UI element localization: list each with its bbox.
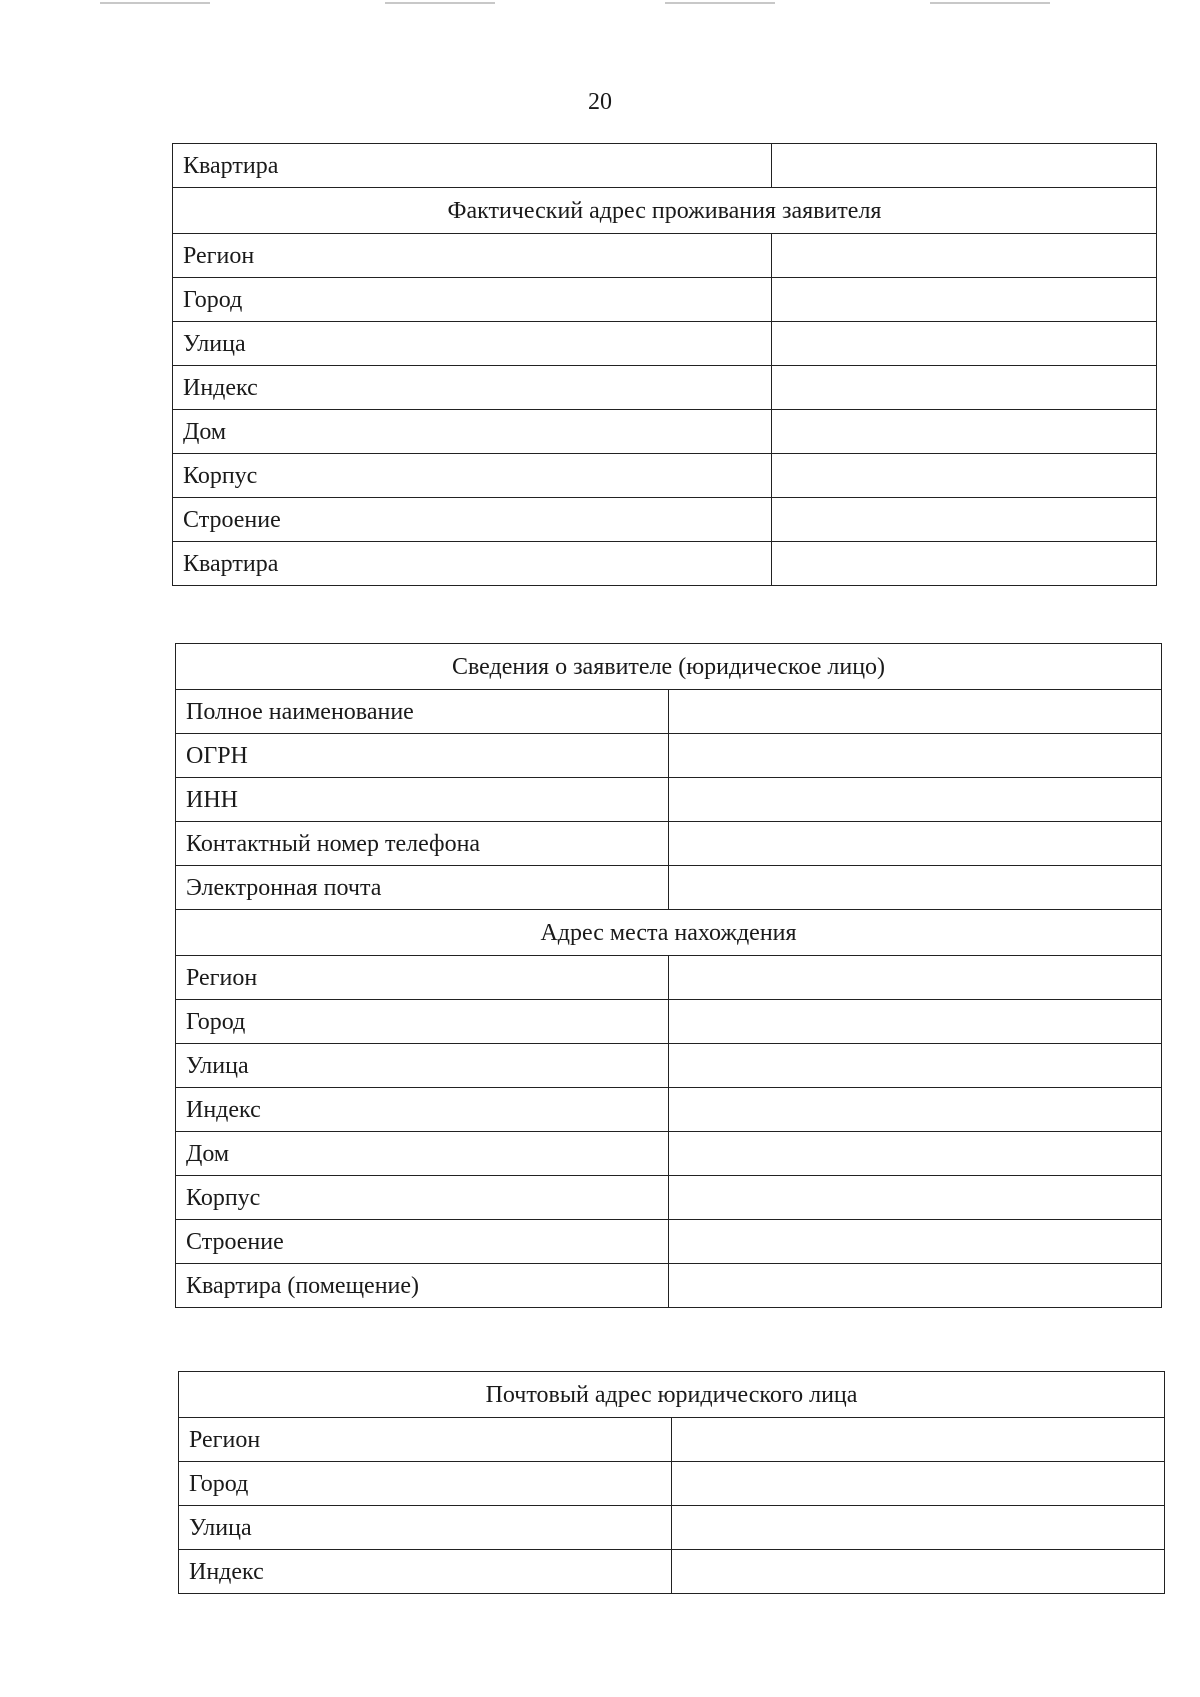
field-label: Улица xyxy=(176,1044,669,1088)
field-label: Регион xyxy=(173,234,772,278)
form-field-row xyxy=(179,1462,1165,1506)
page-number: 20 xyxy=(588,89,612,115)
form-field-row xyxy=(176,1176,1162,1220)
field-label: Полное наименование xyxy=(176,690,669,734)
form-field-row xyxy=(173,542,1157,586)
field-value-cell[interactable] xyxy=(772,454,1157,498)
field-label: Квартира (помещение) xyxy=(176,1264,669,1308)
field-label: Регион xyxy=(176,956,669,1000)
field-value-cell[interactable] xyxy=(669,956,1162,1000)
field-value-cell[interactable] xyxy=(672,1462,1165,1506)
form-field-row xyxy=(179,1506,1165,1550)
form-field-row xyxy=(176,1264,1162,1308)
field-label: Город xyxy=(173,278,772,322)
field-label: Регион xyxy=(179,1418,672,1462)
form-field-row xyxy=(176,1220,1162,1264)
form-field-row xyxy=(173,410,1157,454)
section-header-row xyxy=(173,188,1157,234)
field-label: ОГРН xyxy=(176,734,669,778)
field-label: Строение xyxy=(173,498,772,542)
form-field-row xyxy=(173,322,1157,366)
field-label: Квартира xyxy=(173,542,772,586)
field-label: Улица xyxy=(173,322,772,366)
field-label: Контактный номер телефона xyxy=(176,822,669,866)
legal-entity-info-table xyxy=(175,643,1162,1308)
field-label: Индекс xyxy=(176,1088,669,1132)
form-field-row xyxy=(173,366,1157,410)
field-value-cell[interactable] xyxy=(669,1000,1162,1044)
field-label: Индекс xyxy=(179,1550,672,1594)
field-value-cell[interactable] xyxy=(669,1088,1162,1132)
field-label: Индекс xyxy=(173,366,772,410)
form-field-row xyxy=(173,454,1157,498)
field-value-cell[interactable] xyxy=(669,734,1162,778)
form-field-row xyxy=(179,1550,1165,1594)
field-label: Корпус xyxy=(176,1176,669,1220)
field-value-cell[interactable] xyxy=(669,866,1162,910)
scan-artifacts xyxy=(0,0,1200,12)
form-field-row xyxy=(176,956,1162,1000)
legal-entity-postal-address-table xyxy=(178,1371,1165,1594)
field-label: Улица xyxy=(179,1506,672,1550)
field-value-cell[interactable] xyxy=(672,1550,1165,1594)
form-field-row xyxy=(176,1132,1162,1176)
field-label: Город xyxy=(179,1462,672,1506)
field-value-cell[interactable] xyxy=(669,1132,1162,1176)
field-label: Город xyxy=(176,1000,669,1044)
field-label: Дом xyxy=(173,410,772,454)
section-header: Почтовый адрес юридического лица xyxy=(179,1372,1165,1418)
form-field-row xyxy=(176,1044,1162,1088)
field-value-cell[interactable] xyxy=(772,542,1157,586)
field-value-cell[interactable] xyxy=(772,234,1157,278)
form-field-row xyxy=(173,144,1157,188)
section-header-row xyxy=(176,910,1162,956)
section-header-row xyxy=(179,1372,1165,1418)
field-label: ИНН xyxy=(176,778,669,822)
section-header-row xyxy=(176,644,1162,690)
form-field-row xyxy=(173,234,1157,278)
form-field-row xyxy=(176,1088,1162,1132)
field-label: Корпус xyxy=(173,454,772,498)
field-value-cell[interactable] xyxy=(772,322,1157,366)
section-header: Сведения о заявителе (юридическое лицо) xyxy=(176,644,1162,690)
form-field-row xyxy=(176,690,1162,734)
field-value-cell[interactable] xyxy=(669,822,1162,866)
form-field-row xyxy=(179,1418,1165,1462)
field-value-cell[interactable] xyxy=(669,1220,1162,1264)
form-field-row xyxy=(176,822,1162,866)
field-value-cell[interactable] xyxy=(772,144,1157,188)
applicant-actual-address-table xyxy=(172,143,1157,586)
field-label: Дом xyxy=(176,1132,669,1176)
field-value-cell[interactable] xyxy=(669,690,1162,734)
form-field-row xyxy=(176,778,1162,822)
form-field-row xyxy=(173,278,1157,322)
field-value-cell[interactable] xyxy=(772,410,1157,454)
form-field-row xyxy=(176,1000,1162,1044)
field-value-cell[interactable] xyxy=(772,366,1157,410)
field-value-cell[interactable] xyxy=(669,1264,1162,1308)
field-value-cell[interactable] xyxy=(669,1176,1162,1220)
field-value-cell[interactable] xyxy=(772,278,1157,322)
form-field-row xyxy=(176,734,1162,778)
field-value-cell[interactable] xyxy=(669,778,1162,822)
field-label: Электронная почта xyxy=(176,866,669,910)
field-value-cell[interactable] xyxy=(672,1418,1165,1462)
field-value-cell[interactable] xyxy=(669,1044,1162,1088)
form-field-row xyxy=(173,498,1157,542)
section-header: Адрес места нахождения xyxy=(176,910,1162,956)
field-value-cell[interactable] xyxy=(672,1506,1165,1550)
section-header: Фактический адрес проживания заявителя xyxy=(173,188,1157,234)
field-label: Строение xyxy=(176,1220,669,1264)
form-field-row xyxy=(176,866,1162,910)
field-value-cell[interactable] xyxy=(772,498,1157,542)
field-label: Квартира xyxy=(173,144,772,188)
